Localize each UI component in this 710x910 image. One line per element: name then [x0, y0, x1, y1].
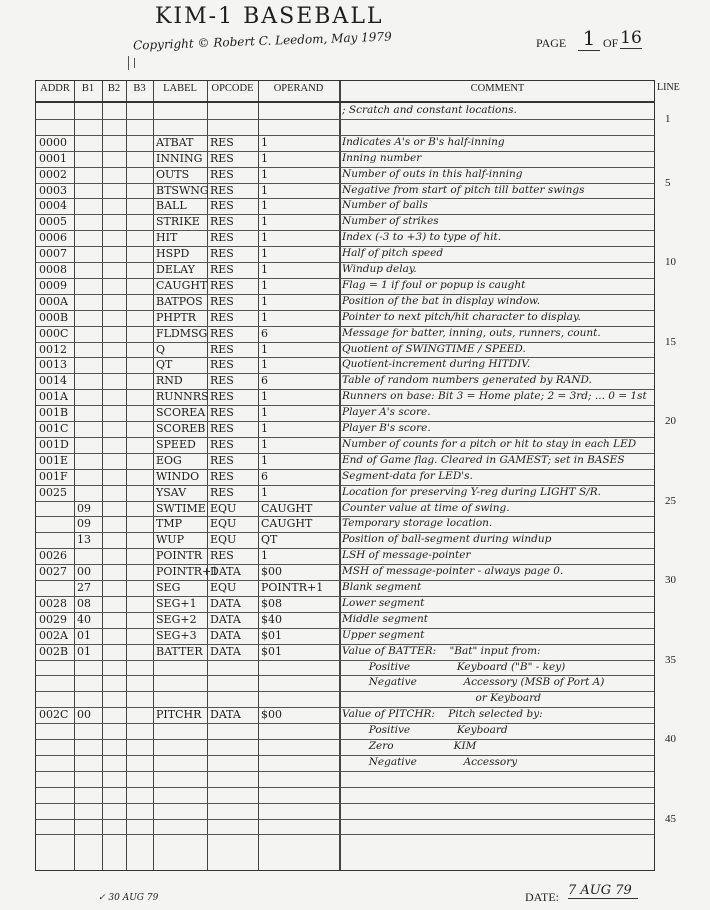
- cell-label: RUNNRS: [156, 390, 209, 404]
- cell-opcode: RES: [210, 390, 234, 404]
- cell-label: SEG+1: [156, 596, 197, 610]
- cell-opcode: DATA: [210, 596, 241, 610]
- cell-operand: 1: [261, 437, 268, 451]
- column-header-b2: B2: [107, 83, 121, 94]
- table-row: [36, 103, 654, 119]
- cell-opcode: RES: [210, 294, 234, 308]
- table-row: [36, 183, 654, 199]
- cell-operand: CAUGHT: [261, 501, 313, 515]
- table-row: [36, 437, 654, 453]
- column-header-addr: ADDR: [40, 83, 70, 94]
- cell-addr: 0008: [39, 263, 67, 276]
- cell-operand: 1: [261, 199, 268, 213]
- table-row: [36, 389, 654, 405]
- line-number: 45: [665, 812, 676, 825]
- page-number: 1: [578, 26, 600, 51]
- table-row: [36, 675, 654, 691]
- cell-addr: 0013: [39, 358, 67, 372]
- date-value: 7 AUG 79: [568, 883, 638, 899]
- cell-label: HSPD: [156, 247, 190, 261]
- column-header-opcode: OPCODE: [211, 83, 254, 94]
- coding-sheet: [35, 80, 655, 871]
- cell-comment: Location for preserving Y-reg during LIGHT S/R.: [342, 485, 601, 498]
- cell-comment: Value of PITCHR: Pitch selected by:: [342, 708, 543, 721]
- cell-operand: CAUGHT: [261, 517, 313, 531]
- cell-label: WUP: [156, 533, 184, 547]
- cell-addr: 000B: [39, 310, 69, 324]
- cell-opcode: RES: [210, 247, 234, 261]
- cell-addr: 0005: [39, 215, 67, 229]
- cell-label: SWTIME: [156, 501, 206, 515]
- cell-operand: 6: [261, 326, 268, 340]
- line-number: 10: [665, 256, 676, 269]
- cell-addr: 0025: [39, 485, 67, 499]
- cell-comment: Pointer to next pitch/hit character to display.: [342, 310, 581, 323]
- cell-operand: $01: [261, 628, 282, 642]
- line-number: 35: [665, 653, 676, 666]
- cell-addr: 0000: [39, 135, 67, 149]
- cell-operand: 1: [261, 247, 268, 261]
- cell-operand: 6: [261, 374, 268, 388]
- cell-addr: 0009: [39, 278, 67, 292]
- cell-b1: 27: [77, 581, 91, 594]
- table-row: [36, 564, 654, 580]
- table-row: [36, 421, 654, 437]
- table-row: [36, 580, 654, 596]
- table-row: [36, 691, 654, 707]
- cell-comment: MSH of message-pointer - always page 0.: [342, 565, 564, 578]
- cell-operand: 1: [261, 406, 268, 420]
- cell-label: CAUGHT: [156, 278, 208, 292]
- cell-operand: 1: [261, 183, 268, 197]
- line-number: 30: [665, 574, 676, 587]
- cell-opcode: RES: [210, 485, 234, 499]
- cell-comment: Flag = 1 if foul or popup is caught: [342, 278, 526, 291]
- cell-opcode: EQU: [210, 501, 237, 515]
- cell-operand: 1: [261, 263, 268, 276]
- table-row: [36, 246, 654, 262]
- page-title: KIM-1 BASEBALL: [155, 4, 384, 29]
- cell-opcode: RES: [210, 278, 234, 292]
- cell-operand: 1: [261, 453, 268, 467]
- table-row: [36, 214, 654, 230]
- table-row: [36, 612, 654, 628]
- column-header-b3: B3: [133, 83, 146, 94]
- table-row: [36, 803, 654, 819]
- row-rule: [36, 834, 654, 835]
- cell-b1: 00: [77, 708, 91, 722]
- cell-comment: Temporary storage location.: [342, 517, 493, 530]
- line-number: 5: [665, 176, 671, 189]
- cell-operand: 1: [261, 390, 268, 404]
- cell-addr: 0002: [39, 167, 67, 181]
- cell-addr: 0003: [39, 183, 67, 197]
- table-row: [36, 771, 654, 787]
- table-row: [36, 198, 654, 214]
- table-row: [36, 230, 654, 246]
- cell-label: BATTER: [156, 644, 203, 658]
- cell-opcode: RES: [210, 406, 234, 420]
- cell-operand: $01: [261, 644, 282, 658]
- cell-operand: $00: [261, 565, 282, 579]
- cell-comment: Message for batter, inning, outs, runners, count.: [342, 326, 601, 339]
- cell-comment: Segment-data for LED's.: [342, 469, 473, 482]
- cell-addr: 0007: [39, 247, 67, 261]
- cell-operand: 1: [261, 310, 268, 324]
- cell-label: STRIKE: [156, 215, 200, 229]
- cell-label: SCOREB: [156, 422, 206, 435]
- cell-label: SEG+3: [156, 628, 197, 642]
- cell-addr: 0028: [39, 596, 67, 610]
- cell-label: SPEED: [156, 437, 196, 451]
- cell-addr: 001B: [39, 406, 69, 420]
- table-row: [36, 707, 654, 723]
- cell-label: SEG: [156, 581, 181, 594]
- cell-b1: 01: [77, 628, 91, 642]
- cell-label: DELAY: [156, 263, 195, 276]
- table-row: [36, 485, 654, 501]
- cell-label: EOG: [156, 453, 182, 467]
- line-number: 25: [665, 494, 676, 507]
- cell-comment: Number of counts for a pitch or hit to stay in each LED: [342, 437, 637, 450]
- cell-comment: Blank segment: [342, 581, 422, 593]
- cell-b1: 40: [77, 612, 91, 626]
- cell-comment: Quotient-increment during HITDIV.: [342, 358, 531, 371]
- column-header-label: LABEL: [163, 83, 197, 94]
- cell-opcode: RES: [210, 342, 234, 356]
- cell-b1: 00: [77, 565, 91, 579]
- cell-opcode: EQU: [210, 533, 237, 547]
- cell-comment: Number of outs in this half-inning: [342, 167, 523, 180]
- table-row: [36, 405, 654, 421]
- cell-operand: 1: [261, 215, 268, 229]
- cell-comment: Player A's score.: [342, 406, 431, 419]
- cell-operand: 1: [261, 167, 268, 181]
- cell-addr: 002A: [39, 628, 68, 642]
- cell-addr: 0006: [39, 231, 67, 245]
- cell-comment: Number of strikes: [342, 215, 439, 228]
- date-label: DATE:: [525, 890, 559, 904]
- cell-comment: Position of the bat in display window.: [342, 294, 541, 307]
- cell-comment: Index (-3 to +3) to type of hit.: [342, 231, 502, 244]
- footer-initials: ✓ 30 AUG 79: [98, 893, 159, 903]
- cell-operand: 1: [261, 549, 268, 563]
- table-row: [36, 469, 654, 485]
- table-row: [36, 342, 654, 358]
- cell-comment: Negative from start of pitch till batter swings: [342, 183, 585, 196]
- copyright-line: Copyright © Robert C. Leedom, May 1979: [132, 29, 392, 53]
- page-label: PAGE: [536, 36, 567, 50]
- cell-opcode: RES: [210, 469, 234, 483]
- cell-label: BATPOS: [156, 294, 203, 308]
- cell-opcode: RES: [210, 437, 234, 451]
- cell-addr: 001E: [39, 453, 69, 467]
- table-row: [36, 755, 654, 771]
- cell-label: POINTR: [156, 549, 203, 563]
- cell-comment: Runners on base: Bit 3 = Home plate; 2 = 3rd; ... 0 = 1st: [342, 390, 647, 403]
- cell-addr: 001C: [39, 422, 69, 435]
- cell-operand: POINTR+1: [261, 581, 324, 594]
- cell-opcode: RES: [210, 422, 234, 435]
- cell-comment: Quotient of SWINGTIME / SPEED.: [342, 342, 526, 355]
- cell-operand: 1: [261, 342, 268, 356]
- cell-comment: Position of ball-segment during windup: [342, 533, 552, 546]
- cell-addr: 0014: [39, 374, 67, 388]
- table-row: [36, 819, 654, 835]
- line-number: 1: [665, 113, 671, 125]
- cell-label: SEG+2: [156, 612, 197, 626]
- cell-label: PITCHR: [156, 708, 202, 722]
- table-row: [36, 516, 654, 532]
- cell-comment: Middle segment: [342, 612, 428, 625]
- cell-opcode: RES: [210, 263, 234, 276]
- cell-opcode: RES: [210, 167, 234, 181]
- cell-opcode: RES: [210, 215, 234, 229]
- table-row: [36, 644, 654, 660]
- cell-operand: $08: [261, 596, 282, 610]
- cell-comment: Value of BATTER: "Bat" input from:: [342, 644, 541, 657]
- table-row: [36, 357, 654, 373]
- cell-comment: Inning number: [342, 151, 422, 164]
- cell-label: SCOREA: [156, 406, 206, 420]
- cell-opcode: RES: [210, 549, 234, 563]
- table-row: [36, 596, 654, 612]
- cell-comment: End of Game flag. Cleared in GAMEST; set in BASES: [342, 453, 625, 466]
- cell-comment: Windup delay.: [342, 263, 417, 275]
- cell-opcode: RES: [210, 231, 234, 245]
- column-header-b1: B1: [81, 83, 95, 94]
- column-header-operand: OPERAND: [273, 83, 324, 94]
- table-row: [36, 787, 654, 803]
- table-row: [36, 532, 654, 548]
- cell-label: PHPTR: [156, 310, 197, 324]
- table-row: [36, 501, 654, 517]
- table-row: [36, 119, 654, 135]
- cell-label: YSAV: [156, 485, 187, 499]
- cell-addr: 000A: [39, 294, 68, 308]
- cell-operand: QT: [261, 533, 278, 547]
- table-row: [36, 135, 654, 151]
- cell-addr: 001A: [39, 390, 68, 404]
- cell-opcode: RES: [210, 453, 234, 467]
- cell-label: RND: [156, 374, 183, 388]
- cell-operand: 1: [261, 294, 268, 308]
- cell-opcode: EQU: [210, 517, 237, 531]
- cell-operand: $00: [261, 708, 282, 722]
- cell-comment: Negative Accessory: [342, 755, 518, 768]
- cell-label: BTSWNG: [156, 183, 209, 197]
- cell-comment: Half of pitch speed: [342, 247, 444, 260]
- cell-comment: Negative Accessory (MSB of Port A): [342, 676, 605, 689]
- cell-opcode: RES: [210, 199, 234, 213]
- cell-label: WINDO: [156, 469, 200, 483]
- cell-opcode: EQU: [210, 581, 237, 594]
- cell-opcode: RES: [210, 135, 234, 149]
- cell-comment: Positive Keyboard: [342, 724, 508, 737]
- cell-comment: Table of random numbers generated by RAND.: [342, 374, 592, 387]
- cell-comment: Counter value at time of swing.: [342, 501, 510, 514]
- cell-comment: LSH of message-pointer: [342, 549, 471, 562]
- cell-addr: 0012: [39, 342, 67, 356]
- line-number: 20: [665, 415, 676, 428]
- cell-comment: Number of balls: [342, 199, 428, 212]
- cell-opcode: DATA: [210, 612, 241, 626]
- cell-comment: or Keyboard: [342, 692, 541, 705]
- page-total: 16: [620, 28, 642, 48]
- cell-b1: 01: [77, 644, 91, 658]
- table-row: [36, 453, 654, 469]
- cell-b1: 09: [77, 501, 91, 515]
- cell-operand: 1: [261, 135, 268, 149]
- table-row: [36, 326, 654, 342]
- cell-label: HIT: [156, 231, 178, 245]
- cell-addr: 000C: [39, 326, 69, 340]
- cell-operand: 1: [261, 231, 268, 245]
- cell-addr: 002C: [39, 708, 69, 722]
- table-row: [36, 294, 654, 310]
- line-number: 40: [665, 733, 676, 746]
- cell-comment: Positive Keyboard ("B" - key): [342, 660, 566, 673]
- cell-operand: 1: [261, 485, 268, 499]
- table-row: [36, 310, 654, 326]
- cell-opcode: RES: [210, 358, 234, 372]
- cell-opcode: RES: [210, 374, 234, 388]
- cell-opcode: DATA: [210, 644, 241, 658]
- cell-label: TMP: [156, 517, 183, 531]
- cell-operand: $40: [261, 612, 282, 626]
- cell-label: Q: [156, 342, 166, 356]
- margin-tick: [134, 58, 135, 68]
- cell-operand: 1: [261, 151, 268, 165]
- cell-comment: Lower segment: [342, 596, 425, 609]
- line-number: 15: [665, 335, 676, 348]
- cell-opcode: DATA: [210, 708, 241, 722]
- cell-addr: 0026: [39, 549, 67, 563]
- cell-label: FLDMSG: [156, 326, 208, 340]
- table-row: [36, 167, 654, 183]
- cell-operand: 1: [261, 358, 268, 372]
- cell-label: POINTR+1: [156, 565, 219, 579]
- cell-operand: 1: [261, 278, 268, 292]
- cell-comment: Indicates A's or B's half-inning: [342, 135, 505, 148]
- table-row: [36, 739, 654, 755]
- cell-opcode: RES: [210, 183, 234, 197]
- cell-opcode: RES: [210, 151, 234, 165]
- of-label: OF: [603, 36, 619, 50]
- cell-comment: Player B's score.: [342, 422, 431, 434]
- cell-label: OUTS: [156, 167, 190, 181]
- table-row: [36, 151, 654, 167]
- cell-addr: 001F: [39, 469, 68, 483]
- cell-b1: 08: [77, 596, 91, 610]
- table-row: [36, 373, 654, 389]
- cell-addr: 0001: [39, 151, 67, 165]
- cell-opcode: RES: [210, 310, 234, 324]
- table-row: [36, 278, 654, 294]
- column-header-comment: COMMENT: [470, 83, 525, 94]
- table-row: [36, 723, 654, 739]
- cell-comment: Upper segment: [342, 628, 425, 641]
- cell-label: QT: [156, 358, 173, 372]
- line-column-header: LINE: [657, 82, 680, 93]
- cell-comment: ; Scratch and constant locations.: [342, 104, 517, 116]
- cell-b1: 09: [77, 517, 91, 531]
- margin-tick: [128, 56, 129, 70]
- cell-b1: 13: [77, 533, 91, 547]
- cell-addr: 0029: [39, 612, 67, 626]
- table-row: [36, 660, 654, 676]
- cell-opcode: DATA: [210, 565, 241, 579]
- cell-label: BALL: [156, 199, 187, 213]
- cell-addr: 0027: [39, 565, 67, 579]
- cell-label: ATBAT: [156, 135, 194, 149]
- cell-addr: 001D: [39, 437, 69, 451]
- table-row: [36, 262, 654, 278]
- cell-comment: Zero KIM: [342, 740, 477, 752]
- table-row: [36, 548, 654, 564]
- cell-addr: 002B: [39, 644, 69, 658]
- cell-opcode: RES: [210, 326, 234, 340]
- cell-opcode: DATA: [210, 628, 241, 642]
- cell-operand: 1: [261, 422, 268, 435]
- cell-label: INNING: [156, 151, 203, 165]
- table-row: [36, 628, 654, 644]
- cell-addr: 0004: [39, 199, 67, 213]
- cell-operand: 6: [261, 469, 268, 483]
